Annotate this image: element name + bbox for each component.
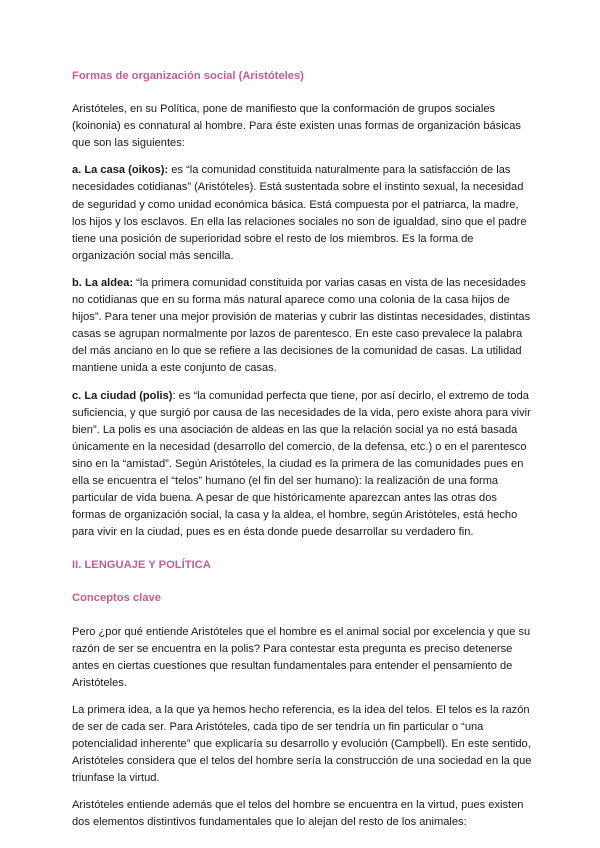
paragraph-conceptos-3: Aristóteles entiende además que el telos del hombre se encuentra en la virtud, pues existen dos elementos distintivos fundamentales que lo alejan del resto de los animales: bbox=[72, 799, 524, 829]
section-heading-lenguaje: II. LENGUAJE Y POLÍTICA bbox=[72, 559, 211, 572]
text-aldea: “la primera comunidad constituida por varias casas en vista de las necesidades no cotidianas que en su forma más natural aparece como una colonia de la casa hijos de hijos”. Para tener una mejor provisión de materias y cubrir las distintas necesidades, distintas casas se agrupan normalmente por lazos de parentesco. En este caso prevalece la palabra del más anciano en lo que se refiere a las decisiones de la comunidad de casas. La utilidad mantiene unida a este conjunto de casas. bbox=[72, 276, 531, 375]
text-ciudad: : es “la comunidad perfecta que tiene, por así decirlo, el extremo de toda suficiencia, y que surgió por causa de las necesidades de la vida, pero existe ahora para vivir bien”. La polis es una asociación de aldeas en las que la relación social ya no está basada únicamente en la necesidad (desarrollo del comercio, de la defensa, etc.) o en el parentesco sino en la “amistad”. Según Aristóteles, la ciudad es la primera de las comunidades pues en ella se encuentra el “telos” humano (el fin del ser humano): la realización de una forma particular de vida buena. A pesar de que históricamente aparezcan antes las otras dos formas de organización social, la casa y la aldea, el hombre, según Aristóteles, está hecho para vivir en la ciudad, pues es en ésta donde puede desarrollar su verdadero fin. bbox=[72, 389, 531, 539]
document-page bbox=[72, 68, 532, 832]
term-ciudad: c. La ciudad (polis) bbox=[72, 389, 173, 402]
paragraph-casa bbox=[72, 162, 532, 265]
text-casa: es “la comunidad constituida naturalmente para la satisfacción de las necesidades cotidianas” (Aristóteles). Está sustentada sobre el instinto sexual, la necesidad de seguridad y como unidad económica básica. Está compuesta por el patriarca, la madre, los hijos y los esclavos. En ella las relaciones sociales no son de igualdad, sino que el padre tiene una posición de superioridad sobre el resto de los miembros. Es la forma de organización social más sencilla. bbox=[72, 164, 527, 262]
section-heading-formas: Formas de organización social (Aristóteles) bbox=[72, 70, 304, 82]
term-casa: a. La casa (oikos): bbox=[72, 164, 169, 177]
paragraph-conceptos-2: La primera idea, a la que ya hemos hecho referencia, es la idea del telos. El telos es la razón de ser de cada ser. Para Aristóteles, cada tipo de ser tendría un fin particular o “una potencialidad inherente” que explicaría su desarrollo y evolución (Campbell). En este sentido, Aristóteles considera que el telos del hombre sería la construcción de una sociedad en la que triunfase la virtud. bbox=[72, 703, 532, 785]
paragraph-conceptos-1: Pero ¿por qué entiende Aristóteles que el hombre es el animal social por excelencia y que su razón de ser se encuentra en la polis? Para contestar esta pregunta es preciso detenerse antes en ciertas cuestiones que resultan fundamentales para entender el pensamiento de Aristóteles. bbox=[72, 625, 531, 689]
term-aldea: b. La aldea: bbox=[72, 276, 134, 289]
intro-paragraph: Aristóteles, en su Política, pone de manifiesto que la conformación de grupos sociales (koinonia) es connatural al hombre. Para éste existen unas formas de organización básicas que son las siguientes: bbox=[72, 103, 521, 150]
subheading-conceptos: Conceptos clave bbox=[72, 592, 161, 605]
paragraph-ciudad bbox=[72, 388, 532, 542]
paragraph-aldea bbox=[72, 275, 532, 378]
